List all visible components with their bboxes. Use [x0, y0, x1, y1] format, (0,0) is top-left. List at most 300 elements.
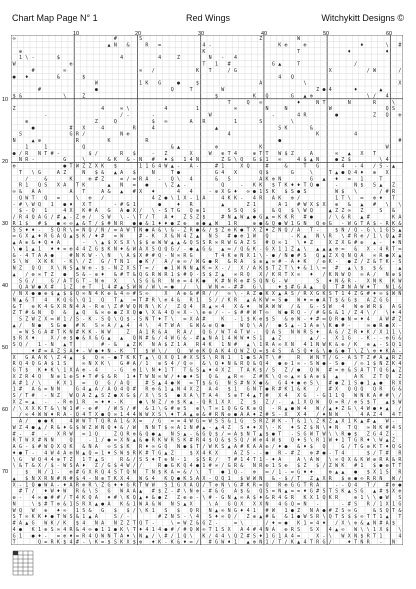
stitch-symbol: G [221, 488, 225, 495]
stitch-symbol: Q [265, 93, 269, 100]
stitch-symbol: T [151, 450, 155, 457]
stitch-symbol: T [63, 456, 67, 463]
stitch-symbol: $ [284, 475, 288, 482]
stitch-symbol: ∞ [177, 418, 181, 425]
stitch-symbol: \ [354, 348, 358, 355]
stitch-symbol: / [366, 233, 370, 240]
stitch-symbol: # [208, 495, 212, 502]
stitch-symbol: & [398, 386, 402, 393]
stitch-symbol: 1 [151, 507, 155, 514]
stitch-symbol: ⊕ [354, 520, 358, 527]
stitch-symbol: ∞ [56, 526, 60, 533]
stitch-symbol: S [75, 271, 79, 278]
stitch-symbol: $ [385, 291, 389, 298]
stitch-symbol: Q [240, 246, 244, 253]
stitch-symbol: N [208, 55, 212, 62]
stitch-symbol: # [196, 335, 200, 342]
stitch-symbol: T [398, 412, 402, 419]
stitch-symbol: G [63, 157, 67, 164]
stitch-symbol: 1 [278, 246, 282, 253]
stitch-symbol: / [69, 316, 73, 323]
stitch-symbol: ● [265, 386, 269, 393]
stitch-symbol: - [278, 412, 282, 419]
stitch-symbol: Q [101, 418, 105, 425]
stitch-symbol: Z [88, 424, 92, 431]
stitch-symbol: T [208, 482, 212, 489]
stitch-symbol: 1 [221, 342, 225, 349]
stitch-symbol: G [164, 405, 168, 412]
stitch-symbol: & [18, 189, 22, 196]
stitch-symbol: # [240, 284, 244, 291]
stitch-symbol: W [347, 220, 351, 227]
stitch-symbol: ● [101, 501, 105, 508]
stitch-symbol: G [284, 495, 288, 502]
stitch-symbol: & [240, 463, 244, 470]
stitch-symbol: A [94, 444, 98, 451]
stitch-symbol: Q [233, 533, 237, 540]
stitch-symbol: W [164, 437, 168, 444]
stitch-symbol: Z [278, 265, 282, 272]
stitch-symbol: R [12, 220, 16, 227]
stitch-symbol: ♦ [132, 373, 136, 380]
stitch-symbol: A [379, 354, 383, 361]
stitch-symbol: K [379, 278, 383, 285]
stitch-symbol: R [44, 475, 48, 482]
stitch-symbol: $ [25, 367, 29, 374]
stitch-symbol: - [284, 259, 288, 266]
stitch-symbol: ⊕ [252, 514, 256, 521]
stitch-symbol: A [63, 450, 67, 457]
stitch-symbol: W [151, 284, 155, 291]
stitch-symbol: \ [252, 342, 256, 349]
stitch-symbol: G [259, 214, 263, 221]
stitch-symbol: ▲ [385, 514, 389, 521]
stitch-symbol: ▲ [379, 87, 383, 94]
stitch-symbol: G [177, 335, 181, 342]
stitch-symbol: ▲ [94, 456, 98, 463]
stitch-symbol: Q [18, 284, 22, 291]
stitch-symbol: ♦ [252, 412, 256, 419]
stitch-symbol: 1 [50, 201, 54, 208]
stitch-symbol: Q [189, 507, 193, 514]
stitch-symbol: - [151, 150, 155, 157]
stitch-symbol: / [373, 163, 377, 170]
stitch-symbol: ▲ [259, 431, 263, 438]
stitch-symbol: K [50, 259, 54, 266]
stitch-symbol: N [50, 475, 54, 482]
stitch-symbol: / [107, 405, 111, 412]
stitch-symbol: Z [360, 348, 364, 355]
stitch-symbol: ▲ [170, 163, 174, 170]
stitch-symbol: Z [252, 373, 256, 380]
stitch-symbol: Z [208, 520, 212, 527]
stitch-symbol: ● [284, 444, 288, 451]
stitch-symbol: 4 [265, 361, 269, 368]
stitch-symbol: - [392, 259, 396, 266]
stitch-symbol: W [82, 424, 86, 431]
stitch-symbol: A [177, 291, 181, 298]
column-number: 60 [386, 31, 393, 37]
stitch-symbol: & [347, 201, 351, 208]
stitch-symbol: X [341, 240, 345, 247]
stitch-symbol: # [316, 488, 320, 495]
stitch-symbol: ⊕ [335, 246, 339, 253]
stitch-symbol: $ [366, 399, 370, 406]
stitch-symbol: ⊕ [398, 112, 402, 119]
stitch-symbol: K [265, 176, 269, 183]
stitch-symbol: A [233, 431, 237, 438]
stitch-symbol: S [278, 297, 282, 304]
stitch-symbol: & [341, 278, 345, 285]
stitch-symbol: X [379, 329, 383, 336]
stitch-symbol: K [328, 322, 332, 329]
stitch-symbol: T [227, 456, 231, 463]
stitch-symbol: Q [189, 240, 193, 247]
stitch-symbol: / [373, 93, 377, 100]
stitch-symbol: & [151, 278, 155, 285]
stitch-symbol: N [328, 412, 332, 419]
stitch-symbol: K [139, 450, 143, 457]
stitch-symbol: R [385, 220, 389, 227]
stitch-symbol: Z [183, 214, 187, 221]
stitch-symbol: ● [113, 526, 117, 533]
stitch-symbol: ⊕ [366, 342, 370, 349]
stitch-symbol: G [82, 469, 86, 476]
stitch-symbol: 1 [221, 335, 225, 342]
stitch-symbol: Z [290, 150, 294, 157]
stitch-symbol: N [107, 533, 111, 540]
stitch-symbol: G [214, 380, 218, 387]
stitch-symbol: ∞ [379, 291, 383, 298]
stitch-symbol: # [214, 163, 218, 170]
stitch-symbol: G [158, 444, 162, 451]
stitch-symbol: N [189, 265, 193, 272]
stitch-symbol: ▲ [347, 150, 351, 157]
stitch-symbol: 1 [202, 463, 206, 470]
stitch-symbol: R [12, 437, 16, 444]
stitch-symbol: Q [126, 469, 130, 476]
stitch-symbol: K [69, 176, 73, 183]
stitch-symbol: R [177, 329, 181, 336]
stitch-symbol: ∞ [227, 291, 231, 298]
stitch-symbol: G [126, 393, 130, 400]
stitch-symbol: \ [139, 507, 143, 514]
stitch-symbol: / [177, 361, 181, 368]
stitch-symbol: R [145, 138, 149, 145]
stitch-symbol: - [341, 501, 345, 508]
stitch-symbol: Q [259, 361, 263, 368]
stitch-symbol: R [366, 533, 370, 540]
stitch-symbol: - [265, 252, 269, 259]
stitch-symbol: K [214, 278, 218, 285]
stitch-symbol: Q [208, 373, 212, 380]
stitch-symbol: R [82, 399, 86, 406]
stitch-symbol: / [44, 463, 48, 470]
stitch-symbol: # [56, 475, 60, 482]
stitch-symbol: 1 [120, 412, 124, 419]
stitch-symbol: Q [221, 182, 225, 189]
stitch-symbol: N [88, 291, 92, 298]
stitch-symbol: S [335, 488, 339, 495]
stitch-symbol: ● [322, 450, 326, 457]
stitch-symbol: A [246, 367, 250, 374]
stitch-symbol: X [88, 501, 92, 508]
stitch-symbol: ∞ [44, 348, 48, 355]
stitch-symbol: 1 [214, 399, 218, 406]
stitch-symbol: Q [132, 310, 136, 317]
stitch-symbol: ♦ [259, 533, 263, 540]
stitch-symbol: / [170, 259, 174, 266]
stitch-symbol: \ [379, 233, 383, 240]
stitch-symbol: / [271, 399, 275, 406]
stitch-symbol: 4 [120, 55, 124, 62]
stitch-symbol: ∞ [265, 310, 269, 317]
stitch-symbol: K [252, 316, 256, 323]
stitch-symbol: S [101, 393, 105, 400]
stitch-symbol: N [385, 271, 389, 278]
stitch-symbol: ▲ [290, 322, 294, 329]
stitch-symbol: - [271, 112, 275, 119]
stitch-symbol: 1 [392, 501, 396, 508]
stitch-symbol: ● [354, 469, 358, 476]
stitch-symbol: ● [335, 380, 339, 387]
stitch-symbol: & [139, 431, 143, 438]
stitch-symbol: S [316, 278, 320, 285]
stitch-symbol: S [113, 469, 117, 476]
stitch-symbol: X [366, 246, 370, 253]
stitch-symbol: N [94, 278, 98, 285]
stitch-symbol: K [82, 208, 86, 215]
stitch-symbol: - [113, 201, 117, 208]
stitch-symbol: T [82, 278, 86, 285]
stitch-symbol: K [202, 533, 206, 540]
stitch-symbol: N [82, 169, 86, 176]
stitch-symbol: Q [278, 373, 282, 380]
stitch-symbol: K [303, 386, 307, 393]
stitch-symbol: 4 [75, 303, 79, 310]
stitch-symbol: K [366, 393, 370, 400]
stitch-symbol: $ [347, 157, 351, 164]
stitch-symbol: 4 [366, 316, 370, 323]
stitch-symbol: Z [278, 335, 282, 342]
stitch-symbol: Z [164, 514, 168, 521]
stitch-symbol: 4 [151, 125, 155, 132]
stitch-symbol: & [101, 169, 105, 176]
stitch-symbol: G [297, 284, 301, 291]
stitch-symbol: Z [392, 182, 396, 189]
stitch-symbol: Z [398, 354, 402, 361]
stitch-symbol: Z [132, 342, 136, 349]
stitch-symbol: $ [202, 380, 206, 387]
stitch-symbol: S [309, 526, 313, 533]
stitch-symbol: ⊕ [354, 399, 358, 406]
stitch-symbol: ∞ [44, 386, 48, 393]
stitch-symbol: T [82, 189, 86, 196]
stitch-symbol: # [303, 214, 307, 221]
stitch-symbol: S [246, 450, 250, 457]
stitch-symbol: 1 [303, 520, 307, 527]
stitch-symbol: 4 [88, 533, 92, 540]
stitch-symbol: R [183, 252, 187, 259]
stitch-symbol: Q [328, 514, 332, 521]
stitch-symbol: N [31, 322, 35, 329]
stitch-symbol: # [379, 520, 383, 527]
stitch-symbol: $ [63, 291, 67, 298]
stitch-symbol: 4 [341, 163, 345, 170]
stitch-symbol: A [233, 450, 237, 457]
stitch-symbol: X [145, 393, 149, 400]
stitch-symbol: W [120, 450, 124, 457]
stitch-symbol: A [164, 259, 168, 266]
stitch-symbol: & [113, 342, 117, 349]
stitch-symbol: K [341, 463, 345, 470]
stitch-symbol: A [271, 342, 275, 349]
stitch-symbol: / [126, 176, 130, 183]
stitch-symbol: ∞ [132, 182, 136, 189]
stitch-symbol: 1 [246, 233, 250, 240]
stitch-symbol: S [139, 278, 143, 285]
stitch-symbol: - [341, 482, 345, 489]
stitch-symbol: 1 [398, 342, 402, 349]
stitch-symbol: X [56, 182, 60, 189]
stitch-symbol: ⊕ [265, 444, 269, 451]
stitch-symbol: ∞ [297, 271, 301, 278]
stitch-symbol: A [183, 329, 187, 336]
stitch-symbol: ♦ [63, 482, 67, 489]
stitch-symbol: ▲ [170, 386, 174, 393]
stitch-symbol: W [107, 329, 111, 336]
stitch-symbol: # [50, 150, 54, 157]
stitch-symbol: ⊕ [177, 278, 181, 285]
stitch-symbol: Q [246, 271, 250, 278]
stitch-symbol: T [347, 424, 351, 431]
stitch-symbol: # [278, 259, 282, 266]
stitch-symbol: 4 [25, 252, 29, 259]
stitch-symbol: ▲ [328, 405, 332, 412]
stitch-symbol: Q [259, 278, 263, 285]
stitch-symbol: W [44, 412, 48, 419]
stitch-symbol: ♦ [189, 373, 193, 380]
stitch-symbol: N [101, 227, 105, 234]
stitch-symbol: ∞ [214, 463, 218, 470]
stitch-symbol: ● [284, 310, 288, 317]
stitch-symbol: N [347, 284, 351, 291]
stitch-symbol: G [145, 278, 149, 285]
stitch-symbol: T [309, 227, 313, 234]
stitch-symbol: N [120, 131, 124, 138]
stitch-symbol: $ [25, 220, 29, 227]
stitch-symbol: ▲ [328, 208, 332, 215]
stitch-symbol: / [221, 297, 225, 304]
stitch-symbol: S [50, 227, 54, 234]
stitch-symbol: Q [265, 329, 269, 336]
stitch-symbol: W [373, 67, 377, 74]
stitch-symbol: 4 [101, 106, 105, 113]
stitch-symbol: A [126, 488, 130, 495]
stitch-symbol: \ [316, 380, 320, 387]
stitch-symbol: ▲ [170, 240, 174, 247]
stitch-symbol: - [278, 278, 282, 285]
stitch-symbol: S [101, 456, 105, 463]
stitch-symbol: / [265, 322, 269, 329]
stitch-symbol: G [208, 329, 212, 336]
stitch-symbol: Z [158, 195, 162, 202]
stitch-symbol: S [177, 431, 181, 438]
stitch-symbol: X [12, 482, 16, 489]
stitch-symbol: $ [75, 424, 79, 431]
stitch-symbol: K [271, 271, 275, 278]
stitch-symbol: 1 [12, 386, 16, 393]
stitch-symbol: ∞ [183, 278, 187, 285]
stitch-symbol: / [18, 412, 22, 419]
stitch-symbol: $ [208, 437, 212, 444]
stitch-symbol: ▲ [221, 271, 225, 278]
stitch-symbol: X [290, 271, 294, 278]
stitch-symbol: W [31, 456, 35, 463]
stitch-symbol: Q [309, 367, 313, 374]
stitch-symbol: W [240, 214, 244, 221]
stitch-symbol: R [214, 259, 218, 266]
stitch-symbol: W [158, 240, 162, 247]
stitch-symbol: Z [18, 373, 22, 380]
stitch-symbol: & [31, 310, 35, 317]
stitch-symbol: ⊕ [88, 195, 92, 202]
stitch-symbol: Q [341, 252, 345, 259]
page-title: Chart Map Page N° 1 [12, 13, 98, 23]
stitch-symbol: X [373, 469, 377, 476]
stitch-symbol: 4 [183, 233, 187, 240]
stitch-symbol: W [139, 412, 143, 419]
stitch-symbol: & [265, 380, 269, 387]
stitch-symbol: # [151, 252, 155, 259]
stitch-symbol: - [63, 259, 67, 266]
stitch-symbol: 1 [139, 367, 143, 374]
stitch-symbol: Q [164, 444, 168, 451]
stitch-symbol: X [360, 150, 364, 157]
stitch-symbol: Q [107, 424, 111, 431]
stitch-symbol: ∞ [25, 399, 29, 406]
stitch-symbol: 1 [56, 361, 60, 368]
stitch-symbol: & [82, 488, 86, 495]
stitch-symbol: 4 [202, 437, 206, 444]
stitch-symbol: G [151, 163, 155, 170]
stitch-symbol: A [63, 278, 67, 285]
stitch-symbol: K [82, 322, 86, 329]
stitch-symbol: G [50, 303, 54, 310]
stitch-symbol: N [316, 99, 320, 106]
stitch-symbol: R [259, 418, 263, 425]
stitch-symbol: R [303, 112, 307, 119]
stitch-symbol: 4 [221, 252, 225, 259]
stitch-symbol: T [18, 437, 22, 444]
stitch-symbol: ⊕ [69, 469, 73, 476]
stitch-symbol: $ [25, 469, 29, 476]
stitch-symbol: K [252, 93, 256, 100]
stitch-symbol: Q [392, 444, 396, 451]
stitch-symbol: - [164, 252, 168, 259]
stitch-symbol: # [107, 220, 111, 227]
stitch-symbol: ∞ [139, 418, 143, 425]
stitch-symbol: Z [120, 310, 124, 317]
stitch-symbol: G [107, 488, 111, 495]
stitch-symbol: $ [303, 373, 307, 380]
stitch-symbol: ♦ [158, 316, 162, 323]
stitch-symbol: \ [50, 354, 54, 361]
stitch-symbol: A [44, 361, 48, 368]
stitch-symbol: ▲ [335, 469, 339, 476]
stitch-symbol: S [151, 380, 155, 387]
stitch-symbol: 1 [177, 195, 181, 202]
